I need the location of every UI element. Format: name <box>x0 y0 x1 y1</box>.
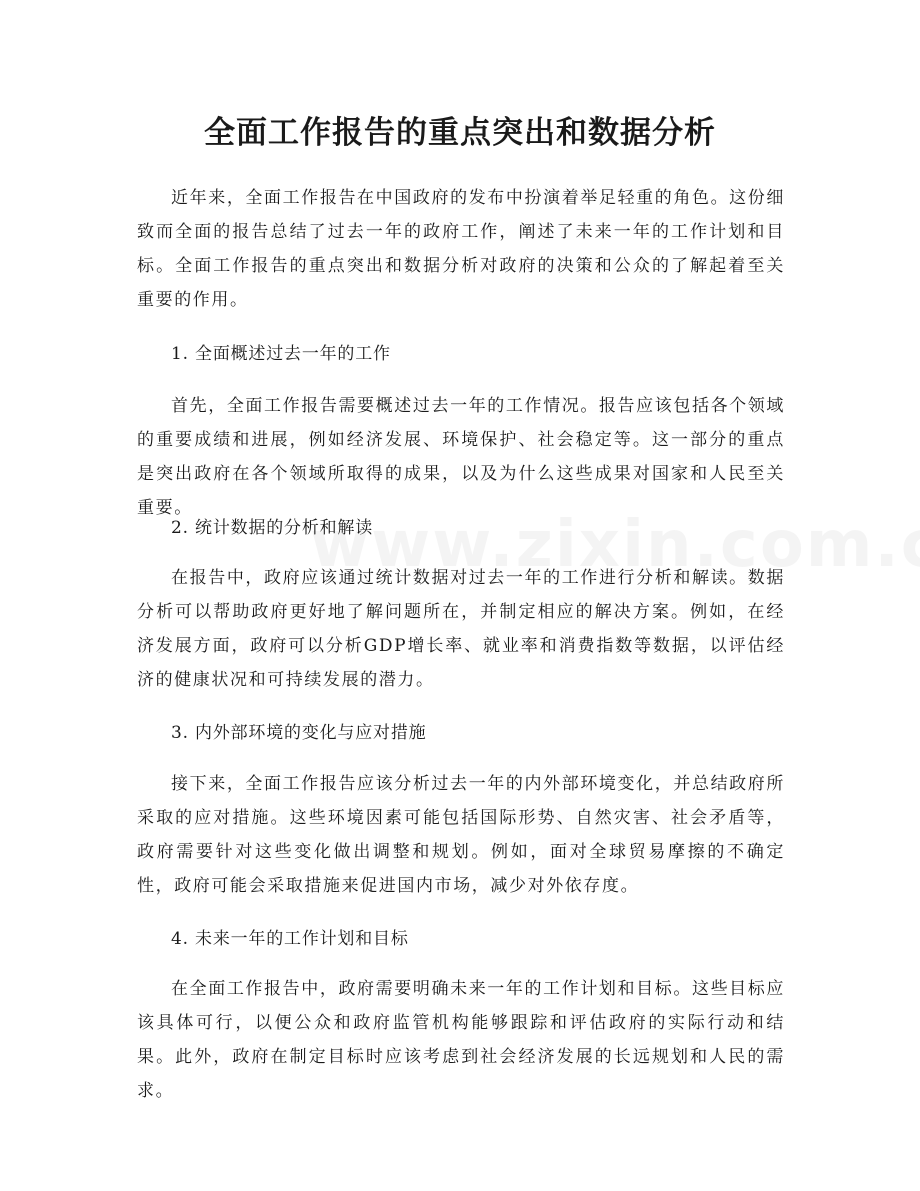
section-paragraph-4: 在全面工作报告中，政府需要明确未来一年的工作计划和目标。这些目标应该具体可行，以便公众和政府监管机构能够跟踪和评估政府的实际行动和结果。此外，政府在制定目标时应该考虑到社会经济发展的长远规划和人民的需求。 <box>137 979 785 1101</box>
section-heading-2: 2. 统计数据的分析和解读 <box>171 518 374 538</box>
section-paragraph-2: 在报告中，政府应该通过统计数据对过去一年的工作进行分析和解读。数据分析可以帮助政府更好地了解问题所在，并制定相应的解决方案。例如，在经济发展方面，政府可以分析GDP增长率、就业率和消费指数等数据，以评估经济的健康状况和可持续发展的潜力。 <box>137 568 785 690</box>
section-heading-4: 4. 未来一年的工作计划和目标 <box>171 929 409 949</box>
section-paragraph-3: 接下来，全面工作报告应该分析过去一年的内外部环境变化，并总结政府所采取的应对措施。这些环境因素可能包括国际形势、自然灾害、社会矛盾等，政府需要针对这些变化做出调整和规划。例如，面对全球贸易摩擦的不确定性，政府可能会采取措施来促进国内市场，减少对外依存度。 <box>137 774 785 896</box>
section-heading-1: 1. 全面概述过去一年的工作 <box>171 344 391 364</box>
section-paragraph-1: 首先，全面工作报告需要概述过去一年的工作情况。报告应该包括各个领域的重要成绩和进展，例如经济发展、环境保护、社会稳定等。这一部分的重点是突出政府在各个领域所取得的成果，以及为什么这些成果对国家和人民至关重要。 <box>137 396 785 518</box>
document-title: 全面工作报告的重点突出和数据分析 <box>204 115 716 151</box>
section-heading-3: 3. 内外部环境的变化与应对措施 <box>171 723 427 743</box>
intro-paragraph: 近年来，全面工作报告在中国政府的发布中扮演着举足轻重的角色。这份细致而全面的报告总结了过去一年的政府工作，阐述了未来一年的工作计划和目标。全面工作报告的重点突出和数据分析对政府的决策和公众的了解起着至关重要的作用。 <box>137 188 785 310</box>
